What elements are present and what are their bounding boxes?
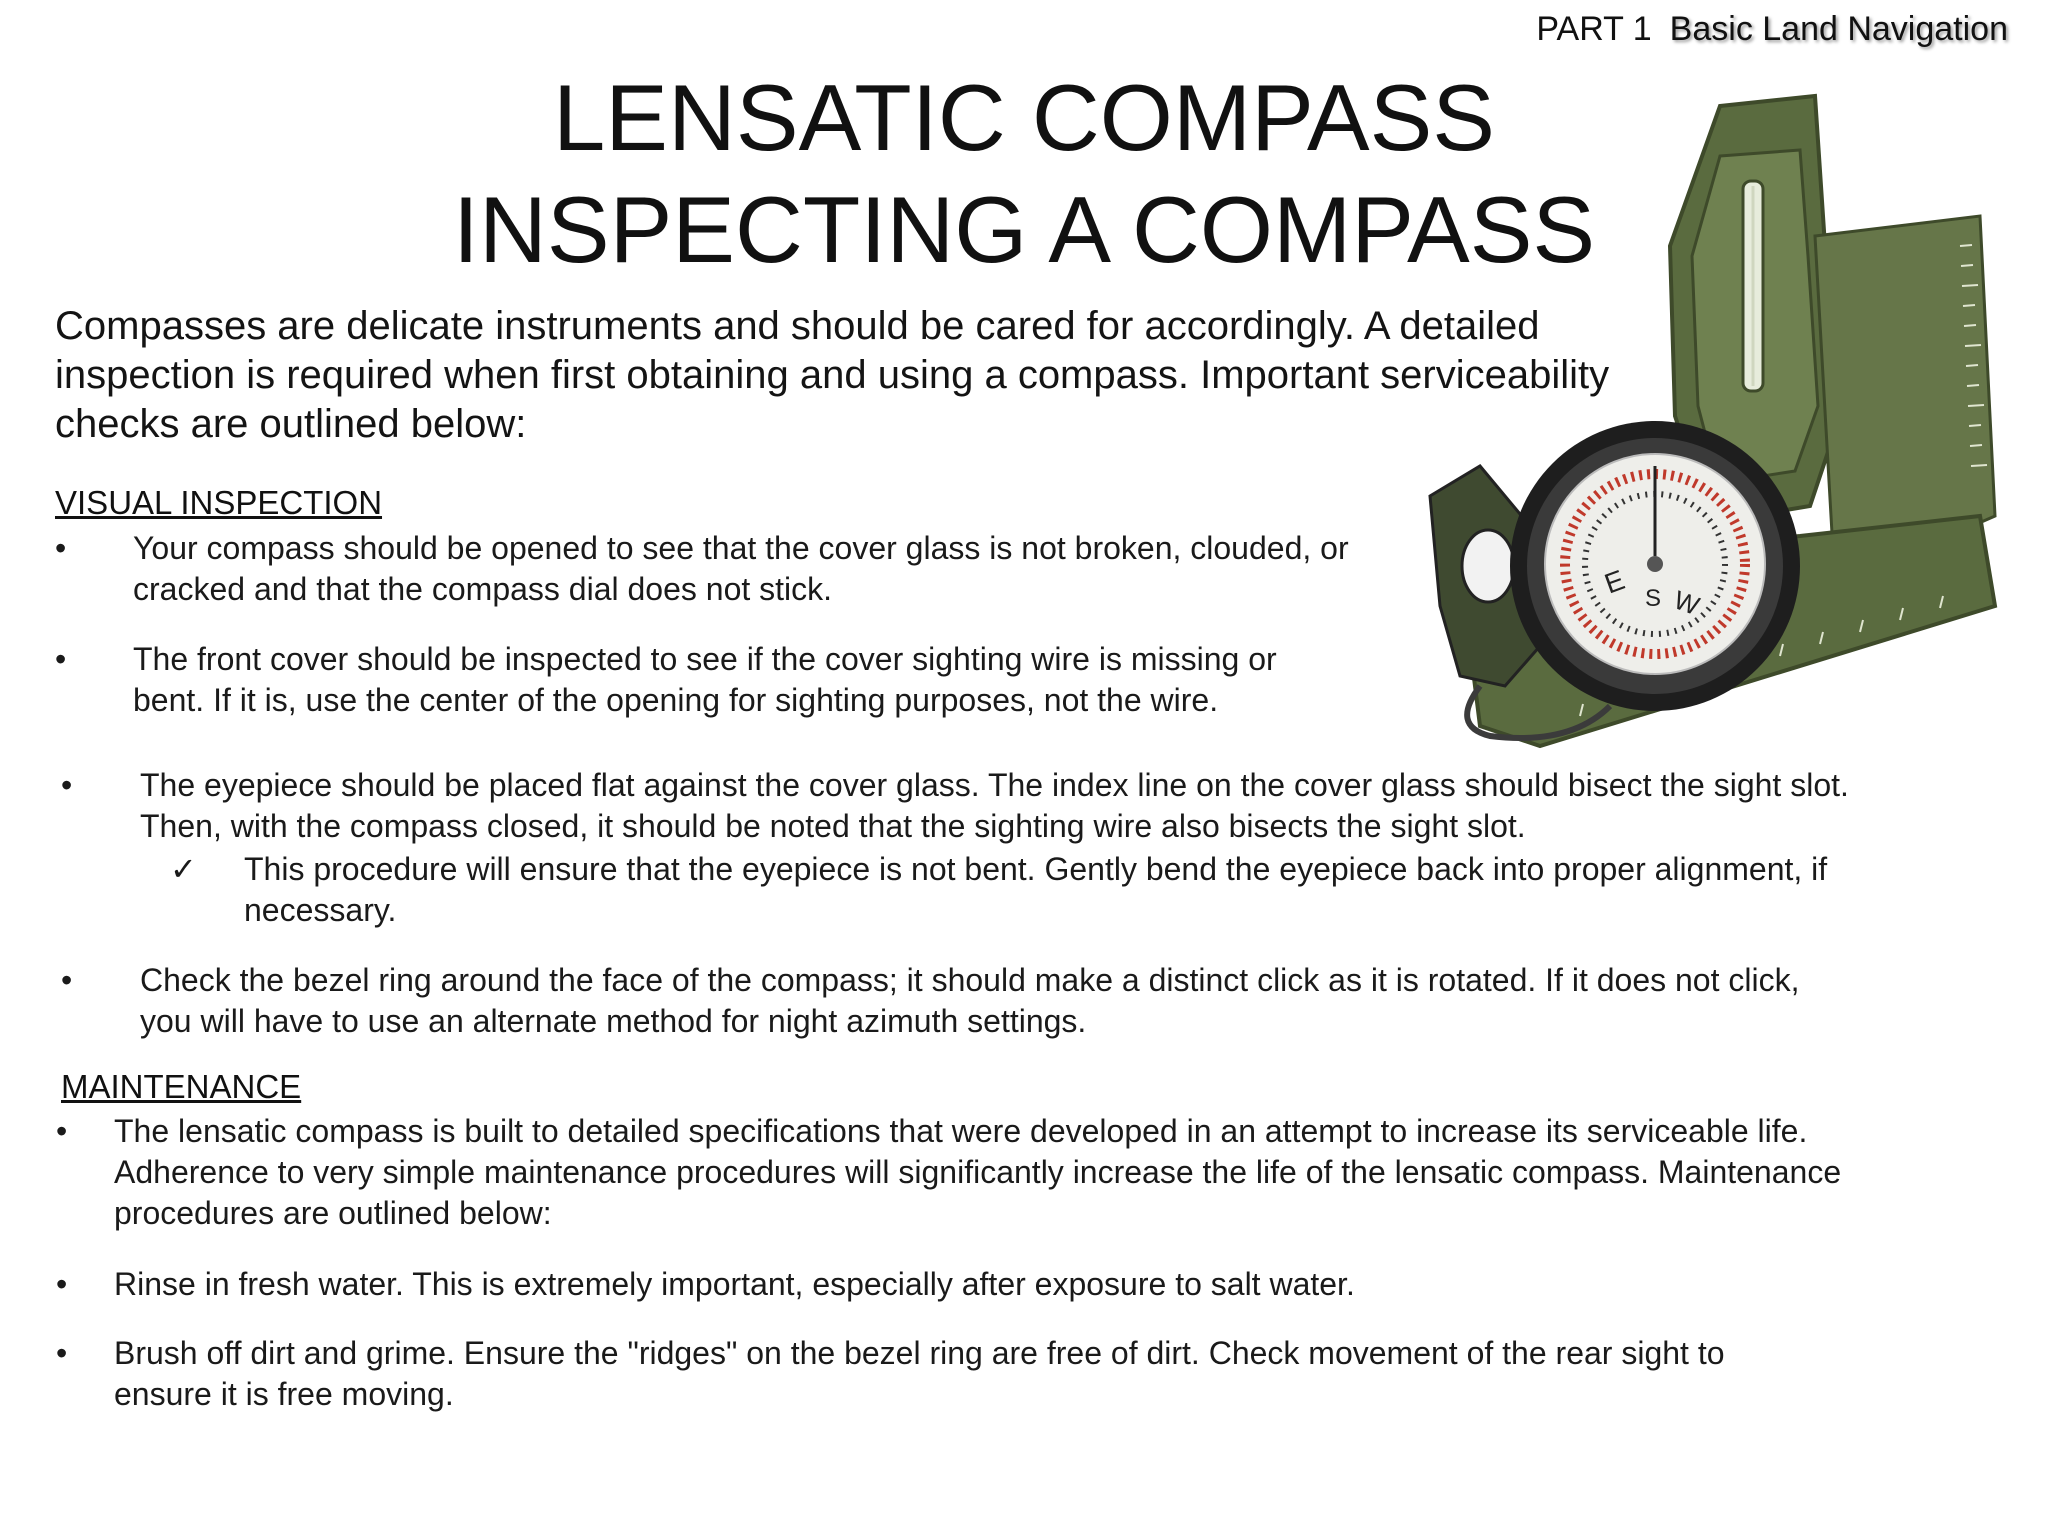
- intro-paragraph: [55, 302, 1655, 449]
- list-item: [61, 960, 2021, 1042]
- list-item-text: procedures are outlined below:: [114, 1195, 552, 1231]
- list-item-text: Brush off dirt and grime. Ensure the "ridges" on the bezel ring are free of dirt. Check movement of the rear sight to: [114, 1335, 1725, 1371]
- part-number: PART 1: [1536, 10, 1652, 48]
- part-label: [1536, 10, 2008, 49]
- dial-center: [1647, 556, 1663, 572]
- dial-letter-s: S: [1645, 585, 1662, 612]
- dial-letter-e: E: [1600, 563, 1629, 600]
- page-title-line2: INSPECTING A COMPASS: [452, 177, 1596, 282]
- bullet-marker: •: [55, 530, 67, 566]
- checkmark-icon: ✓: [170, 851, 197, 887]
- list-item-text: The front cover should be inspected to see if the cover sighting wire is missing or: [133, 641, 1277, 677]
- sub-list-item-text: This procedure will ensure that the eyepiece is not bent. Gently bend the eyepiece back into proper alignment, if: [244, 851, 1828, 887]
- list-item: [55, 528, 1555, 610]
- sub-list-item-text: necessary.: [244, 892, 397, 928]
- bullet-marker: •: [55, 641, 67, 677]
- part-title: Basic Land Navigation: [1669, 10, 2008, 48]
- bullet-marker: •: [56, 1266, 68, 1302]
- list-item-text: Adherence to very simple maintenance procedures will significantly increase the life of the lensatic compass. Maintenance: [114, 1154, 1842, 1190]
- bullet-marker: •: [56, 1113, 68, 1149]
- intro-line: checks are outlined below:: [55, 402, 527, 446]
- bullet-marker: •: [61, 962, 73, 998]
- intro-line: inspection is required when first obtaining and using a compass. Important serviceability: [55, 353, 1610, 397]
- list-item: [61, 765, 2021, 847]
- list-item-text: The lensatic compass is built to detailed specifications that were developed in an attempt to increase its serviceable life.: [114, 1113, 1808, 1149]
- list-item-text: Then, with the compass closed, it should be noted that the sighting wire also bisects the sight slot.: [140, 808, 1526, 844]
- list-item: [56, 1111, 2031, 1234]
- sub-list-item: [170, 849, 2030, 931]
- page-title-line1: LENSATIC COMPASS: [553, 65, 1495, 170]
- list-item-text: Rinse in fresh water. This is extremely important, especially after exposure to salt water.: [114, 1266, 1355, 1302]
- list-item-text: Check the bezel ring around the face of the compass; it should make a distinct click as it is rotated. If it does not click,: [140, 962, 1800, 998]
- list-item-text: ensure it is free moving.: [114, 1376, 454, 1412]
- list-item-text: bent. If it is, use the center of the opening for sighting purposes, not the wire.: [133, 682, 1219, 718]
- list-item-text: Your compass should be opened to see that the cover glass is not broken, clouded, or: [133, 530, 1349, 566]
- section-heading-visual-inspection: VISUAL INSPECTION: [55, 484, 383, 521]
- dial-letter-w: W: [1670, 584, 1704, 622]
- list-item: [55, 639, 1555, 721]
- bullet-marker: •: [56, 1335, 68, 1371]
- intro-line: Compasses are delicate instruments and should be cared for accordingly. A detailed: [55, 304, 1540, 348]
- list-item: [56, 1333, 2031, 1415]
- bullet-marker: •: [61, 767, 73, 803]
- list-item-text: you will have to use an alternate method for night azimuth settings.: [140, 1003, 1087, 1039]
- list-item-text: cracked and that the compass dial does not stick.: [133, 571, 833, 607]
- list-item: [56, 1264, 2031, 1305]
- section-heading-maintenance: MAINTENANCE: [61, 1068, 302, 1105]
- list-item-text: The eyepiece should be placed flat against the cover glass. The index line on the cover glass should bisect the sight slot.: [140, 767, 1849, 803]
